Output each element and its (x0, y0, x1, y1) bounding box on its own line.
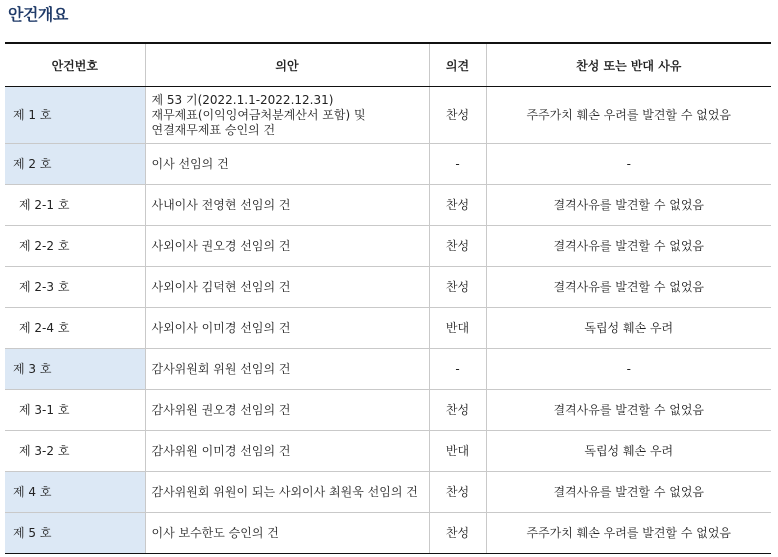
table-row (5, 267, 771, 308)
reason: 독립성 훼손 우려 (486, 308, 771, 349)
header-agenda-title: 의안 (145, 43, 429, 87)
table-row (5, 349, 771, 390)
opinion: 찬성 (429, 472, 486, 513)
agenda-number: 제 2-4 호 (5, 308, 145, 349)
opinion: 찬성 (429, 390, 486, 431)
agenda-number: 제 3-2 호 (5, 431, 145, 472)
reason: - (486, 144, 771, 185)
reason: 주주가치 훼손 우려를 발견할 수 없었음 (486, 513, 771, 554)
opinion: - (429, 349, 486, 390)
opinion: 찬성 (429, 226, 486, 267)
agenda-title: 감사위원 이미경 선임의 건 (145, 431, 429, 472)
agenda-table-body (5, 87, 771, 554)
agenda-number: 제 5 호 (5, 513, 145, 554)
table-row (5, 226, 771, 267)
table-row (5, 431, 771, 472)
opinion: 반대 (429, 431, 486, 472)
opinion: 찬성 (429, 513, 486, 554)
table-header-row (5, 43, 771, 87)
agenda-number: 제 2 호 (5, 144, 145, 185)
agenda-number: 제 3-1 호 (5, 390, 145, 431)
table-row (5, 185, 771, 226)
agenda-title: 제 53 기(2022.1.1-2022.12.31) 재무제표(이익잉여금처분계산서 포함) 및 연결재무제표 승인의 건 (145, 87, 429, 144)
agenda-table (5, 42, 771, 554)
agenda-title: 사내이사 전영현 선임의 건 (145, 185, 429, 226)
agenda-number: 제 4 호 (5, 472, 145, 513)
agenda-title: 사외이사 김덕현 선임의 건 (145, 267, 429, 308)
table-row (5, 87, 771, 144)
reason: - (486, 349, 771, 390)
reason: 결격사유를 발견할 수 없었음 (486, 226, 771, 267)
page-title: 안건개요 (8, 5, 68, 24)
header-opinion: 의견 (429, 43, 486, 87)
opinion: 반대 (429, 308, 486, 349)
opinion: 찬성 (429, 185, 486, 226)
table-row (5, 308, 771, 349)
agenda-title: 이사 선임의 건 (145, 144, 429, 185)
agenda-number: 제 2-3 호 (5, 267, 145, 308)
opinion: 찬성 (429, 87, 486, 144)
table-row (5, 390, 771, 431)
reason: 주주가치 훼손 우려를 발견할 수 없었음 (486, 87, 771, 144)
reason: 결격사유를 발견할 수 없었음 (486, 267, 771, 308)
reason: 결격사유를 발견할 수 없었음 (486, 185, 771, 226)
opinion: 찬성 (429, 267, 486, 308)
agenda-title: 감사위원회 위원이 되는 사외이사 최원욱 선임의 건 (145, 472, 429, 513)
reason: 독립성 훼손 우려 (486, 431, 771, 472)
opinion: - (429, 144, 486, 185)
table-row (5, 144, 771, 185)
agenda-number: 제 3 호 (5, 349, 145, 390)
header-agenda-number: 안건번호 (5, 43, 145, 87)
reason: 결격사유를 발견할 수 없었음 (486, 472, 771, 513)
agenda-number: 제 1 호 (5, 87, 145, 144)
agenda-title: 감사위원회 위원 선임의 건 (145, 349, 429, 390)
reason: 결격사유를 발견할 수 없었음 (486, 390, 771, 431)
table-row (5, 472, 771, 513)
table-row (5, 513, 771, 554)
agenda-number: 제 2-1 호 (5, 185, 145, 226)
header-reason: 찬성 또는 반대 사유 (486, 43, 771, 87)
agenda-title: 사외이사 권오경 선임의 건 (145, 226, 429, 267)
agenda-title: 사외이사 이미경 선임의 건 (145, 308, 429, 349)
agenda-title: 감사위원 권오경 선임의 건 (145, 390, 429, 431)
agenda-title: 이사 보수한도 승인의 건 (145, 513, 429, 554)
agenda-number: 제 2-2 호 (5, 226, 145, 267)
